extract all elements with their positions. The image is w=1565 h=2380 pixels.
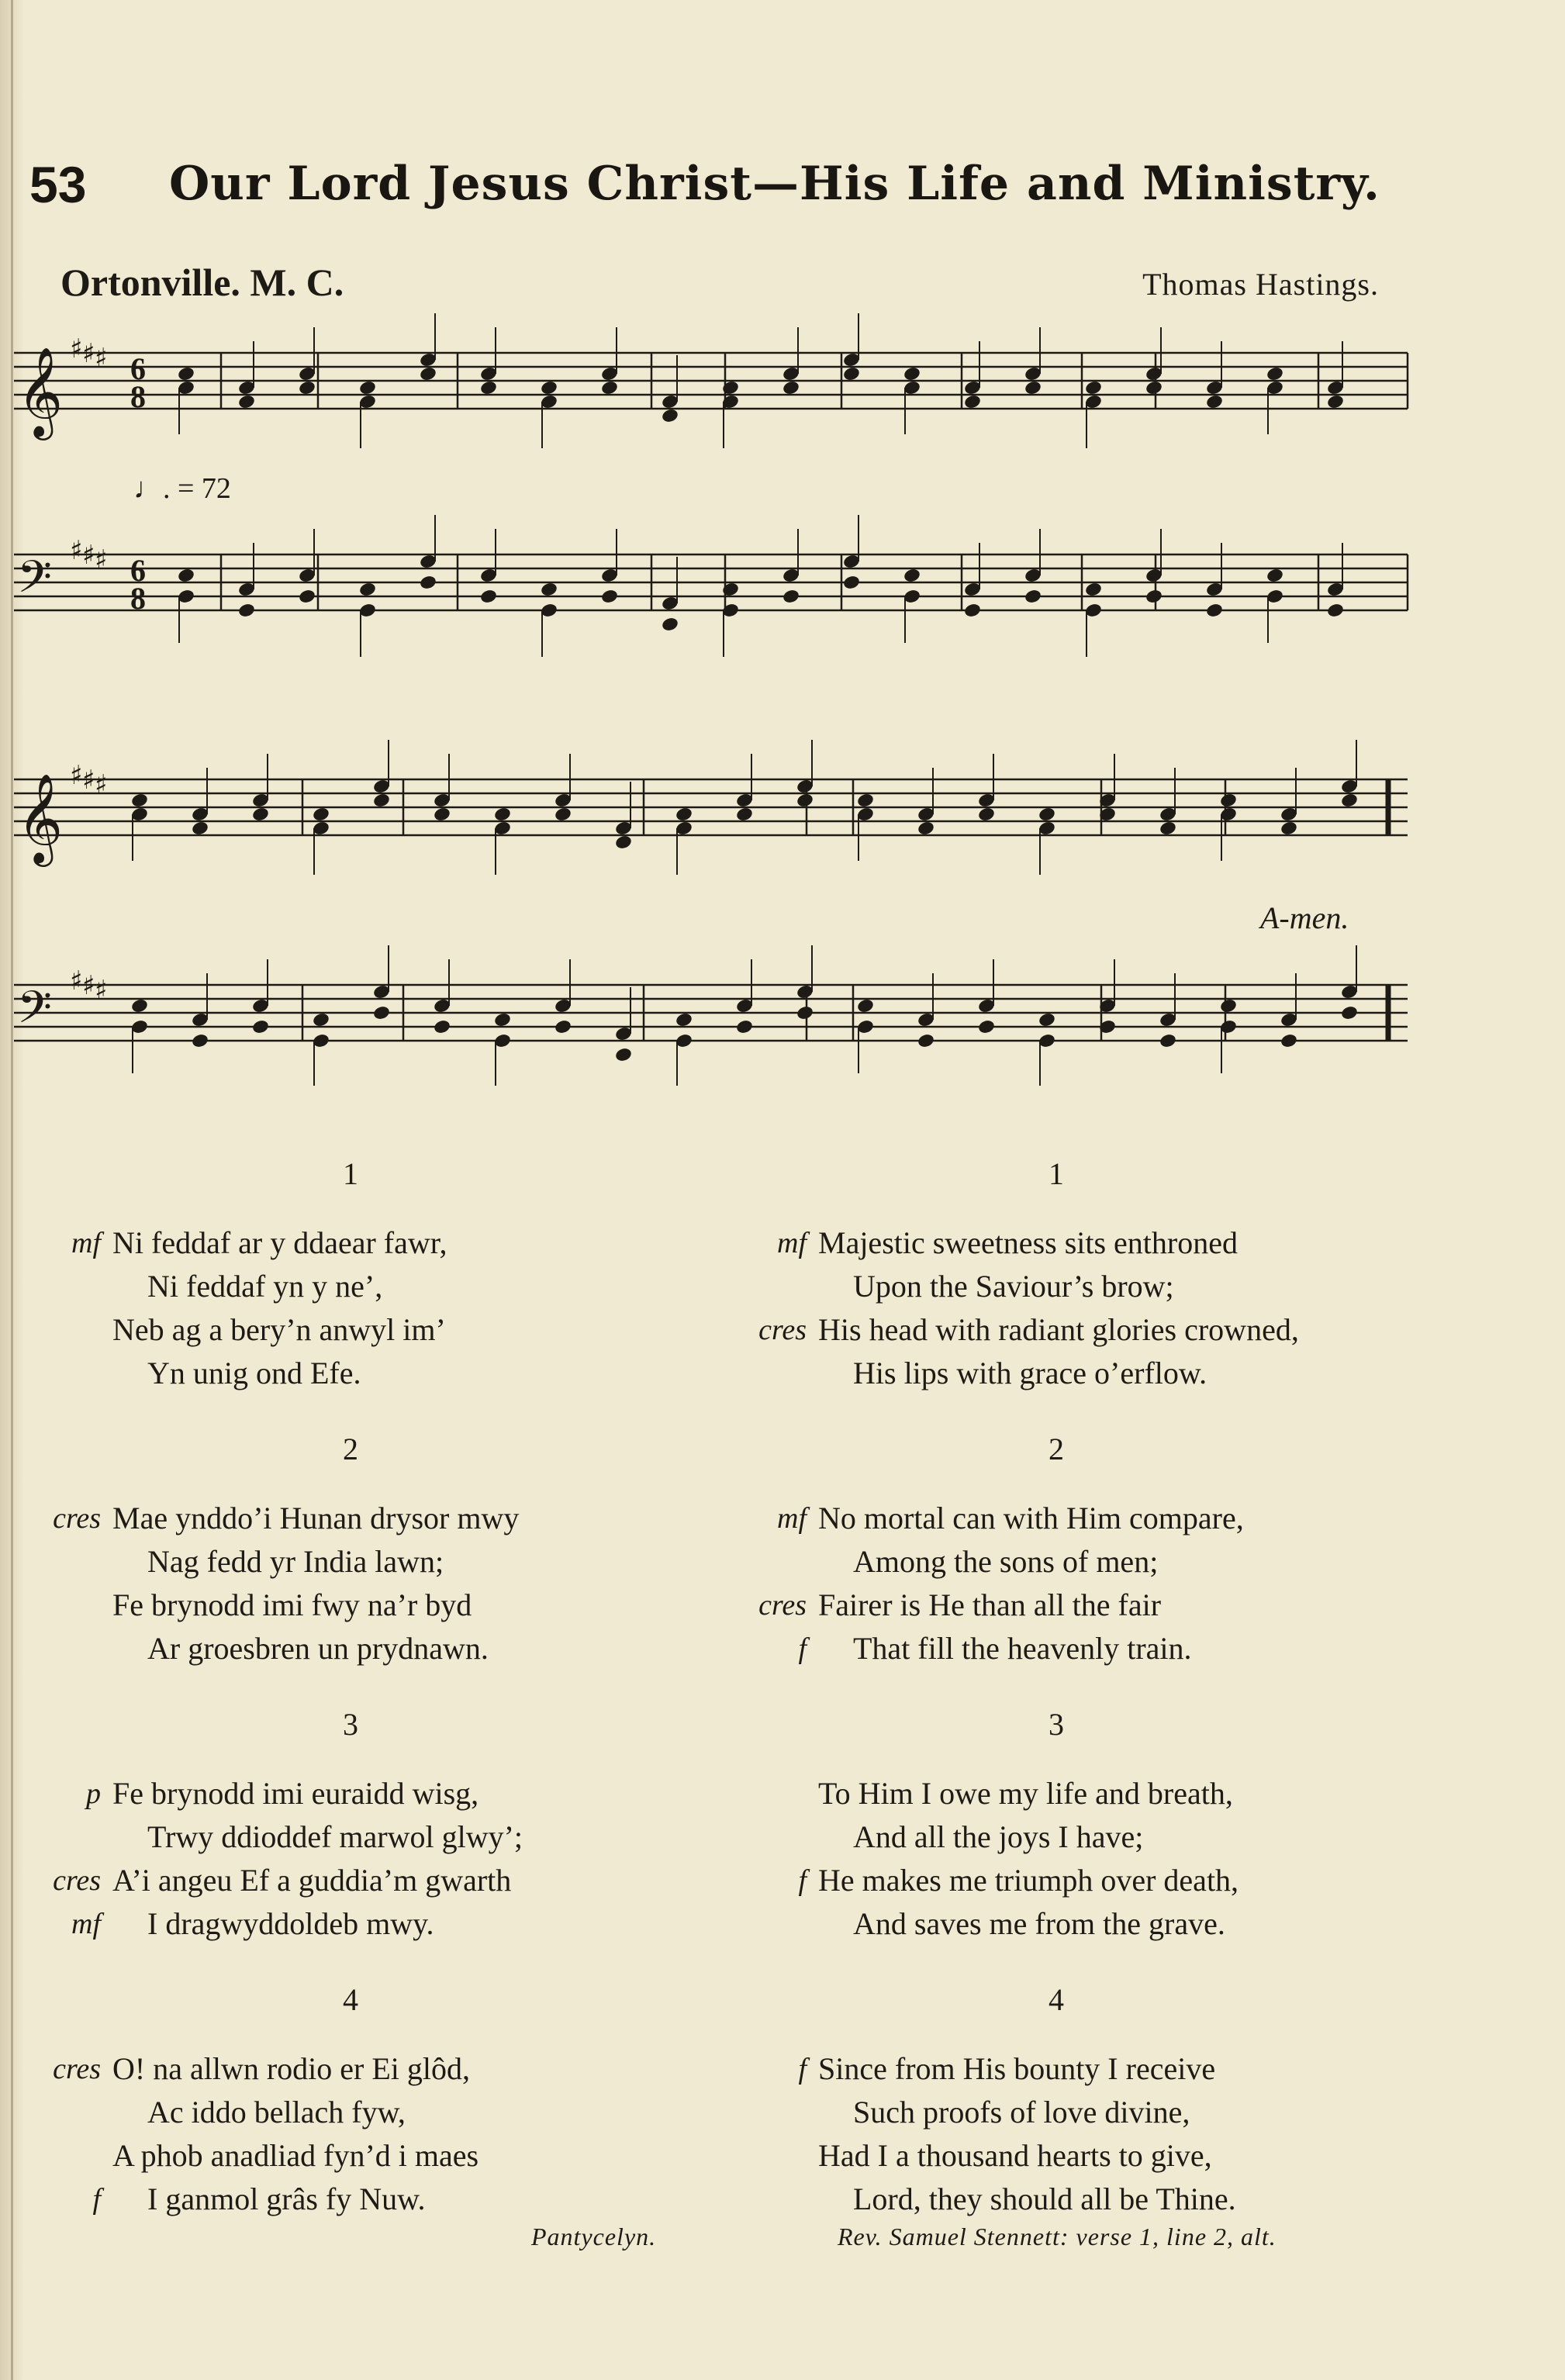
line-text: Fe brynodd imi fwy na’r byd <box>112 1587 472 1622</box>
line-text: Fairer is He than all the fair <box>818 1587 1162 1622</box>
dynamic-mark: cres <box>53 1864 101 1897</box>
verse-line <box>43 1815 741 1859</box>
note-head <box>1145 589 1163 605</box>
note-head <box>130 793 149 809</box>
line-text: Such proofs of love divine, <box>853 2095 1190 2130</box>
line-text: Mae ynddo’i Hunan drysor mwy <box>112 1501 520 1535</box>
note-head <box>372 1005 391 1021</box>
note-head <box>1159 1033 1177 1049</box>
verse-line <box>748 1815 1446 1859</box>
sharp-sign: ♯ <box>70 965 83 997</box>
line-text: A phob anadliad fyn’d i maes <box>112 2138 479 2173</box>
line-text: Yn unig ond Efe. <box>147 1356 361 1390</box>
note-head <box>977 807 996 823</box>
verse-line <box>43 1584 741 1627</box>
note-head <box>1219 793 1238 809</box>
music-score <box>0 310 1565 1086</box>
note-head <box>298 589 316 605</box>
verse-line <box>748 1627 1446 1670</box>
note-head <box>1280 820 1298 837</box>
note-head <box>1084 380 1103 396</box>
time-signature-top: 6 <box>130 351 146 386</box>
line-text: Ni feddaf ar y ddaear fawr, <box>112 1225 447 1260</box>
english-verse <box>748 2047 1446 2221</box>
verse-line <box>43 2134 741 2178</box>
verse-line <box>748 1859 1446 1902</box>
note-head <box>312 1012 330 1028</box>
note-head <box>735 807 754 823</box>
sharp-sign: ♯ <box>82 540 95 571</box>
sharp-sign: ♯ <box>95 343 108 374</box>
note-head <box>903 568 921 584</box>
note-head <box>1326 603 1345 619</box>
sharp-sign: ♯ <box>95 975 108 1006</box>
dynamic-mark: f <box>798 1864 807 1897</box>
note-head <box>721 582 740 598</box>
note-head <box>479 380 498 396</box>
verse-line <box>43 1308 741 1352</box>
verse-line <box>43 1265 741 1308</box>
english-verse-number: 1 <box>1049 1156 1064 1191</box>
line-text: Majestic sweetness sits enthroned <box>818 1225 1238 1260</box>
section-title: Our Lord Jesus Christ—His Life and Ministry. <box>169 157 1380 211</box>
note-head <box>842 575 861 591</box>
note-head <box>903 366 921 382</box>
note-head <box>796 1005 814 1021</box>
welsh-verse <box>43 1772 741 1946</box>
amen-label: A-men. <box>1260 900 1349 935</box>
note-head <box>600 380 619 396</box>
time-signature-bottom: 8 <box>130 379 146 414</box>
note-head <box>372 793 391 809</box>
note-head <box>1340 793 1359 809</box>
note-head <box>1024 589 1042 605</box>
welsh-attribution: Pantycelyn. <box>531 2223 657 2250</box>
note-head <box>191 820 209 837</box>
note-head <box>237 603 256 619</box>
score-svg <box>0 310 1565 1086</box>
verse-line <box>43 1772 741 1815</box>
note-head <box>675 1012 693 1028</box>
line-text: And all the joys I have; <box>853 1819 1144 1854</box>
hymn-number: 53 <box>29 156 87 213</box>
note-head <box>1024 380 1042 396</box>
note-head <box>251 807 270 823</box>
verse-line <box>43 1497 741 1540</box>
english-verse <box>748 1221 1446 1395</box>
verse-line <box>748 1265 1446 1308</box>
line-text: Nag fedd yr India lawn; <box>147 1544 444 1579</box>
note-head <box>540 582 558 598</box>
dynamic-mark: cres <box>53 2053 101 2085</box>
line-text: Among the sons of men; <box>853 1544 1159 1579</box>
note-head <box>963 394 982 410</box>
verse-line <box>748 1221 1446 1265</box>
line-text: He makes me triumph over death, <box>818 1863 1239 1898</box>
note-head <box>1159 820 1177 837</box>
english-verse-number: 2 <box>1049 1432 1064 1466</box>
english-verse <box>748 1772 1446 1946</box>
verse-line <box>748 1772 1446 1815</box>
note-head <box>614 1047 633 1063</box>
welsh-verse <box>43 1497 741 1670</box>
line-text: No mortal can with Him compare, <box>818 1501 1244 1535</box>
note-head <box>554 1019 572 1035</box>
tune-name: Ortonville. M. C. <box>60 261 344 304</box>
tempo-mark: ♩. = 72 <box>133 472 231 505</box>
note-head <box>782 589 800 605</box>
english-verse-number: 4 <box>1049 1982 1064 2017</box>
note-head <box>1038 807 1056 823</box>
note-head <box>661 408 679 424</box>
verse-line <box>43 2091 741 2134</box>
note-head <box>1340 1005 1359 1021</box>
note-head <box>917 820 935 837</box>
dynamic-mark: cres <box>53 1502 101 1535</box>
sharp-sign: ♯ <box>82 970 95 1001</box>
dynamic-mark: f <box>798 2053 807 2085</box>
dynamic-mark: cres <box>758 1589 807 1622</box>
note-head <box>1205 394 1224 410</box>
line-text: Ar groesbren un prydnawn. <box>147 1631 489 1666</box>
note-head <box>735 1019 754 1035</box>
verse-line <box>748 2178 1446 2221</box>
line-text: And saves me from the grave. <box>853 1906 1225 1941</box>
verse-line <box>748 2091 1446 2134</box>
verse-line <box>748 1584 1446 1627</box>
dynamic-mark: mf <box>71 1908 101 1940</box>
note-head <box>540 380 558 396</box>
note-head <box>782 380 800 396</box>
note-head <box>358 582 377 598</box>
dynamic-mark: f <box>92 2183 101 2216</box>
verse-line <box>43 1627 741 1670</box>
note-head <box>419 575 437 591</box>
note-head <box>251 1019 270 1035</box>
treble-clef: 𝄞 <box>17 772 64 863</box>
note-head <box>1280 1033 1298 1049</box>
note-head <box>1219 998 1238 1014</box>
note-head <box>493 807 512 823</box>
note-head <box>917 1033 935 1049</box>
note-head <box>433 1019 451 1035</box>
verse-line <box>43 1859 741 1902</box>
note-head <box>237 394 256 410</box>
note-head <box>721 380 740 396</box>
note-head <box>479 589 498 605</box>
dynamic-mark: mf <box>71 1227 101 1259</box>
welsh-verse-number: 2 <box>343 1432 358 1466</box>
note-head <box>1266 366 1284 382</box>
sharp-sign: ♯ <box>70 535 83 566</box>
note-head <box>130 998 149 1014</box>
welsh-verse-number: 3 <box>343 1707 358 1742</box>
english-attribution: Rev. Samuel Stennett: verse 1, line 2, alt. <box>838 2223 1277 2250</box>
verse-line <box>748 1308 1446 1352</box>
note-head <box>1205 603 1224 619</box>
sharp-sign: ♯ <box>95 544 108 575</box>
treble-clef: 𝄞 <box>17 346 64 437</box>
line-text: Had I a thousand hearts to give, <box>818 2138 1212 2173</box>
line-text: I dragwyddoldeb mwy. <box>147 1906 434 1941</box>
note-head <box>493 1012 512 1028</box>
sharp-sign: ♯ <box>82 338 95 369</box>
note-head <box>1084 582 1103 598</box>
time-signature-bottom: 8 <box>130 581 146 616</box>
bass-clef: 𝄢 <box>17 551 53 614</box>
dynamic-mark: p <box>86 1777 101 1810</box>
page-header <box>29 155 1542 225</box>
verse-line <box>43 1540 741 1584</box>
line-text: Upon the Saviour’s brow; <box>853 1269 1174 1304</box>
line-text: Ac iddo bellach fyw, <box>147 2095 406 2130</box>
note-head <box>856 998 875 1014</box>
verse-line <box>43 2178 741 2221</box>
line-text: To Him I owe my life and breath, <box>818 1776 1233 1811</box>
bass-clef: 𝄢 <box>17 981 53 1045</box>
english-verse <box>748 1497 1446 1670</box>
note-head <box>842 366 861 382</box>
note-head <box>1266 568 1284 584</box>
composer: Thomas Hastings. <box>1142 267 1379 302</box>
note-head <box>1038 1012 1056 1028</box>
line-text: Lord, they should all be Thine. <box>853 2181 1236 2216</box>
note-head <box>614 834 633 851</box>
note-head <box>554 807 572 823</box>
verse-line <box>43 1221 741 1265</box>
note-head <box>796 793 814 809</box>
sharp-sign: ♯ <box>70 333 83 364</box>
verse-line <box>748 2134 1446 2178</box>
note-head <box>1326 394 1345 410</box>
verse-line <box>43 1352 741 1395</box>
note-head <box>600 589 619 605</box>
line-text: Ni feddaf yn y ne’, <box>147 1269 383 1304</box>
line-text: O! na allwn rodio er Ei glôd, <box>112 2051 470 2086</box>
welsh-verse <box>43 2047 741 2221</box>
note-head <box>963 603 982 619</box>
dynamic-mark: mf <box>777 1227 807 1259</box>
line-text: A’i angeu Ef a guddia’m gwarth <box>112 1863 512 1898</box>
note-head <box>1145 380 1163 396</box>
line-text: That fill the heavenly train. <box>853 1631 1192 1666</box>
line-text: His head with radiant glories crowned, <box>818 1312 1299 1347</box>
verse-line <box>748 1352 1446 1395</box>
dynamic-mark: mf <box>777 1502 807 1535</box>
note-head <box>177 366 195 382</box>
welsh-verse-number: 1 <box>343 1156 358 1191</box>
note-head <box>312 807 330 823</box>
english-verse-number: 3 <box>1049 1707 1064 1742</box>
sharp-sign: ♯ <box>70 760 83 791</box>
verse-line <box>748 1540 1446 1584</box>
verse-line <box>748 1497 1446 1540</box>
note-head <box>977 1019 996 1035</box>
sharp-sign: ♯ <box>95 769 108 800</box>
note-head <box>191 1033 209 1049</box>
line-text: Neb ag a bery’n anwyl im’ <box>112 1312 446 1347</box>
note-head <box>661 617 679 633</box>
line-text: I ganmol grâs fy Nuw. <box>147 2181 426 2216</box>
tune-line <box>60 260 1379 314</box>
sharp-sign: ♯ <box>82 765 95 796</box>
time-signature-top: 6 <box>130 553 146 588</box>
welsh-verse-number: 4 <box>343 1982 358 2017</box>
dynamic-mark: f <box>798 1632 807 1665</box>
line-text: Trwy ddioddef marwol glwy’; <box>147 1819 523 1854</box>
line-text: His lips with grace o’erflow. <box>853 1356 1207 1390</box>
note-head <box>433 807 451 823</box>
verse-line <box>748 1902 1446 1946</box>
note-head <box>177 568 195 584</box>
note-head <box>856 793 875 809</box>
line-text: Fe brynodd imi euraidd wisg, <box>112 1776 479 1811</box>
line-text: Since from His bounty I receive <box>818 2051 1216 2086</box>
verse-line <box>43 1902 741 1946</box>
note-head <box>419 366 437 382</box>
note-head <box>298 380 316 396</box>
note-head <box>358 380 377 396</box>
note-head <box>675 807 693 823</box>
verse-line <box>43 2047 741 2091</box>
dynamic-mark: cres <box>758 1314 807 1346</box>
welsh-verse <box>43 1221 741 1395</box>
verse-line <box>748 2047 1446 2091</box>
